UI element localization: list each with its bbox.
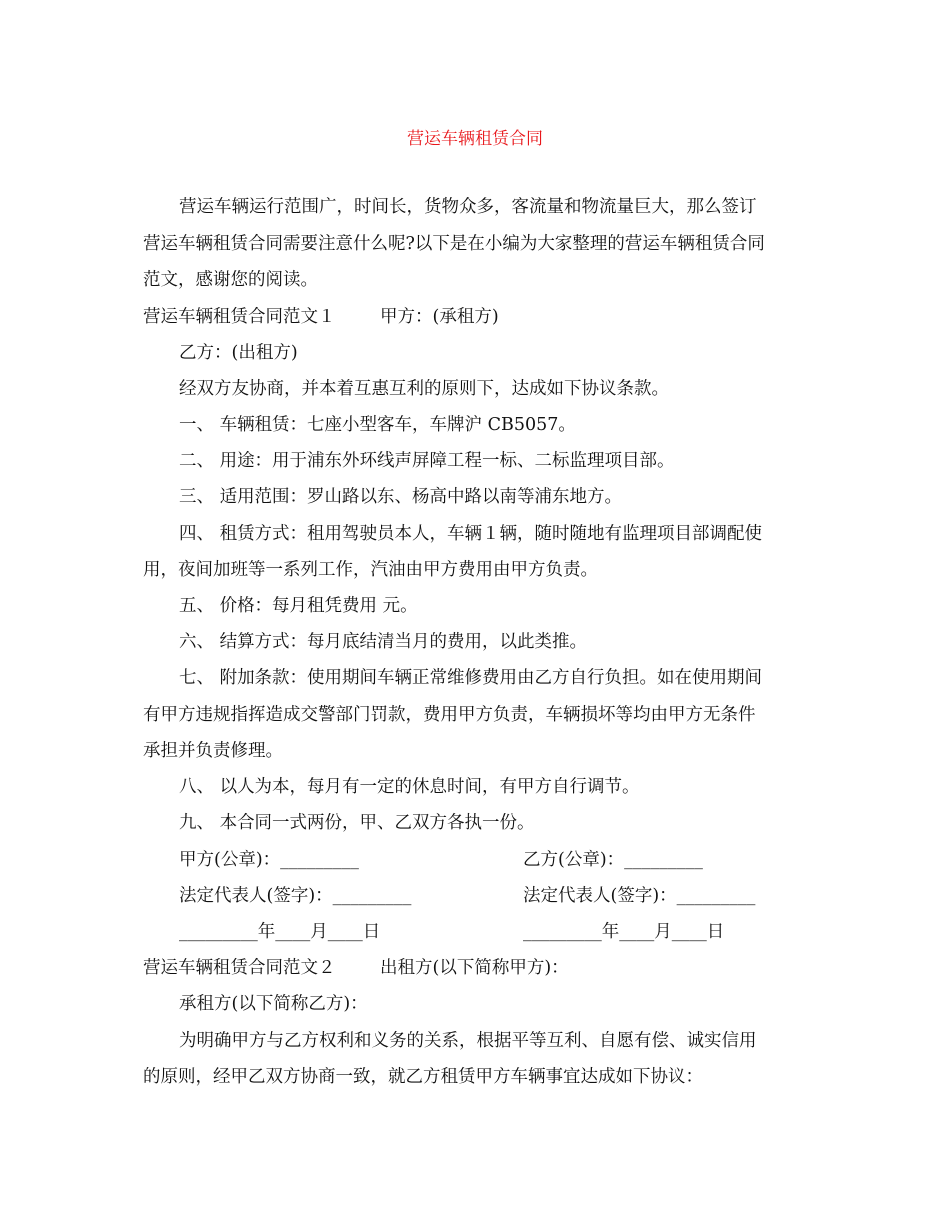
signature-b-representative: 法定代表人(签字)：_________ — [523, 886, 756, 906]
sample2-heading: 营运车辆租赁合同范文２ — [143, 958, 336, 978]
lessee-label: 承租方(以下简称乙方)： — [179, 994, 368, 1014]
sample1-heading: 营运车辆租赁合同范文１ — [143, 307, 336, 327]
signature-b-date: _________年____月____日 — [523, 922, 725, 942]
lessor-label: 出租方(以下简称甲方)： — [380, 958, 569, 978]
sample2-preamble-line-2: 的原则，经甲乙双方协商一致，就乙方租赁甲方车辆事宜达成如下协议： — [143, 1067, 703, 1087]
signature-b-seal: 乙方(公章)：_________ — [523, 850, 703, 870]
signature-a-seal: 甲方(公章)：_________ — [179, 850, 359, 870]
clause-1: 一、 车辆租赁：七座小型客车，车牌沪 CB5057。 — [179, 415, 576, 435]
clause-7-line-3: 承担并负责修理。 — [143, 741, 283, 761]
intro-line-1: 营运车辆运行范围广，时间长，货物众多，客流量和物流量巨大，那么签订 — [179, 197, 757, 217]
intro-line-2: 营运车辆租赁合同需要注意什么呢?以下是在小编为大家整理的营运车辆租赁合同 — [143, 234, 765, 254]
document-title: 营运车辆租赁合同 — [407, 129, 543, 149]
clause-5: 五、 价格：每月租凭费用 元。 — [179, 596, 418, 616]
clause-6: 六、 结算方式：每月底结清当月的费用，以此类推。 — [179, 632, 588, 652]
clause-9: 九、 本合同一式两份，甲、乙双方各执一份。 — [179, 813, 535, 833]
party-b-label: 乙方：(出租方) — [179, 343, 298, 363]
intro-line-3: 范文，感谢您的阅读。 — [143, 270, 318, 290]
clause-4-line-2: 用，夜间加班等一系列工作，汽油由甲方费用由甲方负责。 — [143, 560, 598, 580]
sample2-preamble-line-1: 为明确甲方与乙方权利和义务的关系，根据平等互利、自愿有偿、诚实信用 — [179, 1031, 757, 1051]
clause-7-line-1: 七、 附加条款：使用期间车辆正常维修费用由乙方自行负担。如在使用期间 — [179, 668, 763, 688]
clause-4-line-1: 四、 租赁方式：租用驾驶员本人，车辆１辆，随时随地有监理项目部调配使 — [179, 524, 763, 544]
clause-7-line-2: 有甲方违规指挥造成交警部门罚款，费用甲方负责，车辆损坏等均由甲方无条件 — [143, 705, 756, 725]
signature-a-date: _________年____月____日 — [179, 922, 381, 942]
preamble: 经双方友协商，并本着互惠互利的原则下，达成如下协议条款。 — [179, 379, 669, 399]
clause-2: 二、 用途：用于浦东外环线声屏障工程一标、二标监理项目部。 — [179, 451, 675, 471]
clause-3: 三、 适用范围：罗山路以东、杨高中路以南等浦东地方。 — [179, 487, 623, 507]
clause-8: 八、 以人为本，每月有一定的休息时间，有甲方自行调节。 — [179, 777, 640, 797]
signature-a-representative: 法定代表人(签字)：_________ — [179, 886, 412, 906]
party-a-label: 甲方：(承租方) — [380, 307, 499, 327]
